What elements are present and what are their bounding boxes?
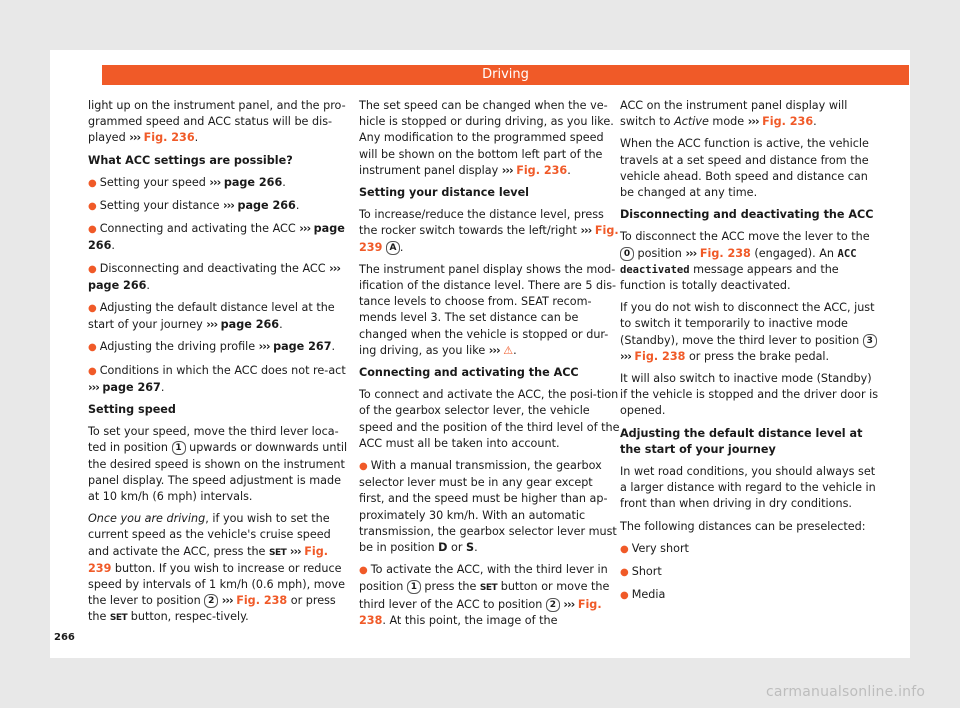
fig-link[interactable]: Fig. 236 [762,115,814,129]
bullet-icon: ● [88,342,97,354]
paragraph: ACC on the instrument panel display will switch to Active mode ››› Fig. 236. [620,99,848,129]
paragraph: To increase/reduce the distance level, press the rocker switch towards the left/right ››› Fig. 239 A . [359,208,619,254]
paragraph: The set speed can be changed when the ve-hicle is stopped or during driving, as you like. Any modification to the programmed speed will be shown on the bottom left part of the instrument panel display ››› Fig. 236. [359,99,614,177]
page-link[interactable]: page 266 [237,199,296,213]
list-item: ● Conditions in which the ACC does not re-act ››› page 267. [88,363,346,394]
set-button-icon: SET [479,583,498,594]
heading: Adjusting the default distance level at the start of your journey [620,426,863,456]
paragraph: The instrument panel display shows the mod-ification of the distance level. There are 5 dis-tance levels to choose from. SEAT recom-mends level 3. The set distance can be changed when the vehicle is stopped or dur-ing driving, as you like ››› ⚠. [359,262,617,357]
paragraph: When the ACC function is active, the vehicle travels at a set speed and distance from the vehicle ahead. Both speed and distance can be changed at any time. [620,137,869,200]
list-item: ● Short [620,565,662,579]
fig-link[interactable]: Fig. 239 [88,544,328,575]
bullet-icon: ● [620,543,629,555]
position-1-badge: 1 [407,580,421,594]
paragraph: To set your speed, move the third lever loca-ted in position 1 upwards or downwards until the desired speed is shown on the instrument panel display. The speed adjustment is made at 10 km/h (6 mph) intervals. [88,425,348,504]
fig-link[interactable]: Fig. 238 [236,594,288,608]
fig-link[interactable]: Fig. 238 [359,597,602,627]
paragraph: In wet road conditions, you should always set a larger distance with regard to the vehicle in front than when driving in dry conditions. [620,465,876,511]
bullet-icon: ● [620,567,629,579]
paragraph: If you do not wish to disconnect the ACC, just to switch it temporarily to inactive mode (Standby), move the third lever to position 3 ››› Fig. 238 or press the brake pedal. [620,300,882,365]
column-2 [359,98,621,635]
list-item: ● Setting your distance ››› page 266. [88,199,300,213]
list-item: ● Adjusting the driving profile ››› page 267. [88,340,336,354]
list-item: ● To activate the ACC, with the third lever in position 1 press the SET button or move the third lever of the ACC to position 2 ››› Fig. 238. At this point, the image of the [359,563,610,627]
set-button-icon: SET [109,613,128,624]
acc-deactivated-message: ACC deactivated [620,247,857,276]
column-1 [88,98,350,633]
manual-page [50,50,910,658]
position-1-badge: 1 [172,441,186,455]
bullet-icon: ● [88,303,97,315]
list-item: ● Media [620,588,666,602]
list-item: ● Adjusting the default distance level at the start of your journey ››› page 266. [88,301,335,332]
paragraph: To connect and activate the ACC, the posi-tion of the gearbox selector lever, the vehicle speed and the position of the third level of the ACC must all be taken into account. [359,388,620,450]
page-link[interactable]: page 266 [220,318,280,332]
position-2-badge: 2 [204,594,218,608]
heading: Setting your distance level [359,186,530,200]
page-link[interactable]: page 266 [223,175,283,189]
paragraph: To disconnect the ACC move the lever to the 0 position ››› Fig. 238 (engaged). An ACC deactivated message appears and the function is totally deactivated. [620,230,870,293]
fig-link[interactable]: Fig. 236 [143,131,195,145]
watermark: carmanualsonline.info [766,684,926,700]
list-item: ● With a manual transmission, the gearbox selector lever must be in any gear except first, and the speed must be higher than ap-proximately 30 km/h. With an automatic transmission, the gearbox selector lever must be in position D or S. [359,459,617,555]
warning-icon: ⚠ [503,343,514,357]
column-3 [620,98,882,610]
list-item: ● Very short [620,541,689,555]
set-button-icon: SET [268,547,287,558]
bullet-icon: ● [88,224,97,236]
bullet-icon: ● [88,365,97,377]
bullet-icon: ● [88,263,97,275]
paragraph: The following distances can be preselected: [620,519,866,533]
callout-a-badge: A [386,241,400,255]
heading: Setting speed [88,403,176,417]
fig-link[interactable]: Fig. 239 [359,224,619,254]
page-number: 266 [54,632,75,643]
paragraph: light up on the instrument panel, and the pro-grammed speed and ACC status will be dis-played ››› Fig. 236. [88,99,346,145]
bullet-icon: ● [359,565,368,577]
list-item: ● Disconnecting and deactivating the ACC ››› page 266. [88,261,340,292]
bullet-icon: ● [88,177,97,189]
heading: Disconnecting and deactivating the ACC [620,208,874,222]
section-header: Driving [102,65,909,85]
position-3-badge: 3 [863,334,877,348]
bullet-icon: ● [359,461,368,473]
page-link[interactable]: page 266 [88,222,345,253]
fig-link[interactable]: Fig. 238 [634,349,686,363]
paragraph: Once you are driving, if you wish to set the current speed as the vehicle's cruise speed and activate the ACC, press the SET ››› Fig. 239 button. If you wish to increase or reduce speed by intervals of 1 km/h (0.6 mph), move the lever to position 2 ››› Fig. 238 or press the SET button, respec-tively. [88,512,346,624]
heading: Connecting and activating the ACC [359,366,579,380]
page-link[interactable]: page 267 [273,340,332,354]
paragraph: It will also switch to inactive mode (Standby) if the vehicle is stopped and the driver door is opened. [620,372,879,418]
bullet-icon: ● [620,590,629,602]
fig-link[interactable]: Fig. 236 [516,163,568,177]
list-item: ● Connecting and activating the ACC ››› page 266. [88,222,345,253]
position-2-badge: 2 [546,598,560,612]
page-link[interactable]: page 266 [88,278,147,292]
fig-link[interactable]: Fig. 238 [699,246,751,260]
position-0-badge: 0 [620,247,634,261]
bullet-icon: ● [88,201,97,213]
heading: What ACC settings are possible? [88,153,293,167]
list-item: ● Setting your speed ››› page 266. [88,175,286,189]
page-link[interactable]: page 267 [102,380,161,394]
